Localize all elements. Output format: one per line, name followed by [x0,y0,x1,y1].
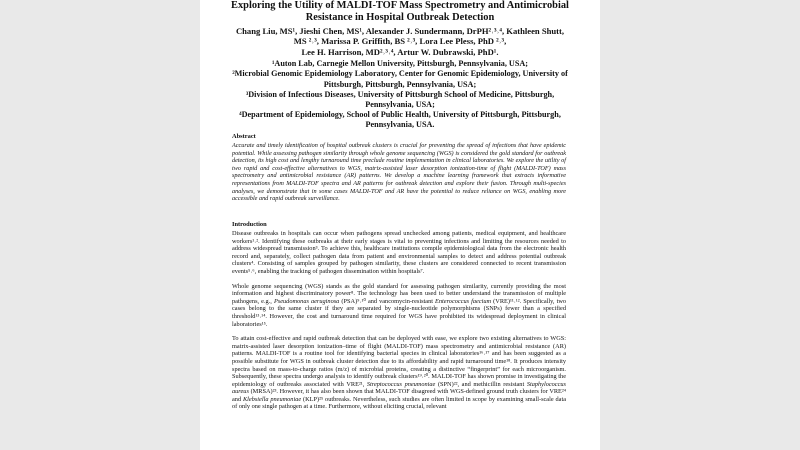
affiliation: ³Division of Infectious Diseases, University of Pittsburgh School of Medicine, Pittsburgh, Pennsylvania, USA; [245,89,555,110]
text-run: (KLP)²⁵ outbreaks. Nevertheless, such studies are often limited in scope by examining small-scale data of only one single pathogen at a time. Furthermore, without eliciting crucial, relevant [232,395,566,411]
abstract-section [232,133,566,203]
author-line: Lee H. Harrison, MD²˒³˒⁴, Artur W. Dubrawski, PhD¹. [301,46,499,57]
text-run: (MRSA)²³. However, it has also been shown that MALDI-TOF disagreed with WGS-defined ground truth clusters for VRE²⁴ and [232,388,566,403]
text-run: Whole genome sequencing (WGS) stands as the gold standard for assessing pathogen similarity, currently providing the most information and highest discriminatory power⁸. The technology has been used to better understand the transmission of multiple pathogens, e.g., [232,282,566,305]
abstract-text: Accurate and timely identification of hospital outbreak clusters is crucial for preventing the spread of infections that have epidemic potential. While assessing pathogen similarity through whole genome sequencing (WGS) is considered the gold standard for outbreak detection, its high cost and lengthy turnaround time preclude routine implementation in clinical laboratories. We explore the utility of two rapid and cost-effective alternatives to WGS, matrix-assisted laser desorption ionization-time of flight (MALDI-TOF) mass spectrometry and antimicrobial resistance (AR) patterns. We develop a machine learning framework that extracts informative representations from MALDI-TOF spectra and AR patterns for outbreak detection and explore their fusion. Through multi-species analyses, we demonstrate that in some cases MALDI-TOF and AR have the potential to reduce reliance on WGS, enabling more accessible and rapid outbreak surveillance. [232,142,566,203]
species-name: Staphylococcus aureus [232,380,566,396]
abstract-heading: Abstract [232,133,256,140]
paragraph [232,283,566,329]
affiliation: ¹Auton Lab, Carnegie Mellon University, Pittsburgh, Pennsylvania, USA; [271,59,529,69]
affiliation: ⁴Department of Epidemiology, School of Public Health, University of Pittsburgh, Pittsburgh, Pennsylvania, USA. [239,110,561,130]
author-line: MS ²˒³, Marissa P. Griffith, BS ²˒³, Lora Lee Pless, PhD ²˒³, [293,36,507,47]
text-run: (SPN)²², and methicillin resistant [435,380,527,388]
text-run: (VRE)¹¹˒¹². Specifically, two cases belong to the same cluster if they are separated by single-nucleotide polymorphisms (SNPs) fewer than a specified threshold¹³˒¹⁴. However, the cost and turnaround time required for WGS have prohibited its widespread deployment in clinical laboratories¹⁵. [232,297,567,328]
species-name: Pseudomonas aeruginosa [273,297,340,305]
paper-page [200,0,600,450]
affiliation-list [224,59,576,130]
introduction-heading: Introduction [232,221,267,228]
paragraph: Disease outbreaks in hospitals can occur when pathogens spread unchecked among patients, medical equipment, and healthcare workers¹˒². Identifying these outbreaks at their early stages is vital to preventing infections and limiting the resources needed to address widespread transmission³. To achieve this, healthcare institutions compile epidemiological data from the electronic health record and, separately, collect pathogen data from patient and environmental samples to detect and address potential outbreak clusters⁴. Consisting of samples grouped by pathogen similarity, these clusters are considered connected to recent transmission events⁵˒⁶, enabling the tracking of pathogen dissemination within hospitals⁷. [232,230,566,275]
species-name: Streptococcus pneumoniae [366,380,436,388]
text-run: (PSA)⁹˒¹⁰ and vancomycin-resistant [339,297,436,305]
paragraph [232,335,566,411]
species-name: Enterococcus faecium [435,297,492,305]
introduction-section [232,221,566,418]
text-run: To attain cost-effective and rapid outbreak detection that can be deployed with ease, we explore two existing alternatives to WGS: matrix-assisted laser desorption ionization–time of flight (MALDI-TOF) mass spectrometry and antimicrobial resistance (AR) patterns. MALDI-TOF is a routine tool for identifying bacterial species in clinical laboratories¹⁶˒¹⁷ and has been suggested as a possible substitute for WGS in outbreak cluster detection due to its affordability and rapid turnaround time¹⁸. It produces intensity spectra based on mass-to-charge ratios (m/z) of microbial proteins, creating a distinctive “fingerprint” for each microorganism. Subsequently, these spectra undergo analysis to identify outbreak clusters¹⁹˒²⁰. MALDI-TOF has shown promise in investigating the epidemiology of outbreaks associated with VRE²¹, [232,335,566,388]
affiliation: ²Microbial Genomic Epidemiology Laboratory, Center for Genomic Epidemiology, University of Pittsburgh, Pittsburgh, Pennsylvania, USA; [232,69,568,89]
paper-title: Exploring the Utility of MALDI-TOF Mass Spectrometry and Antimicrobial Resistance in Hospital Outbreak Detection [231,0,569,23]
author-line: Chang Liu, MS¹, Jieshi Chen, MS¹, Alexander J. Sundermann, DrPH²˒³˒⁴, Kathleen Shutt, [235,26,565,36]
author-list [224,26,576,57]
species-name: Klebsiella pneumoniae [242,395,302,403]
